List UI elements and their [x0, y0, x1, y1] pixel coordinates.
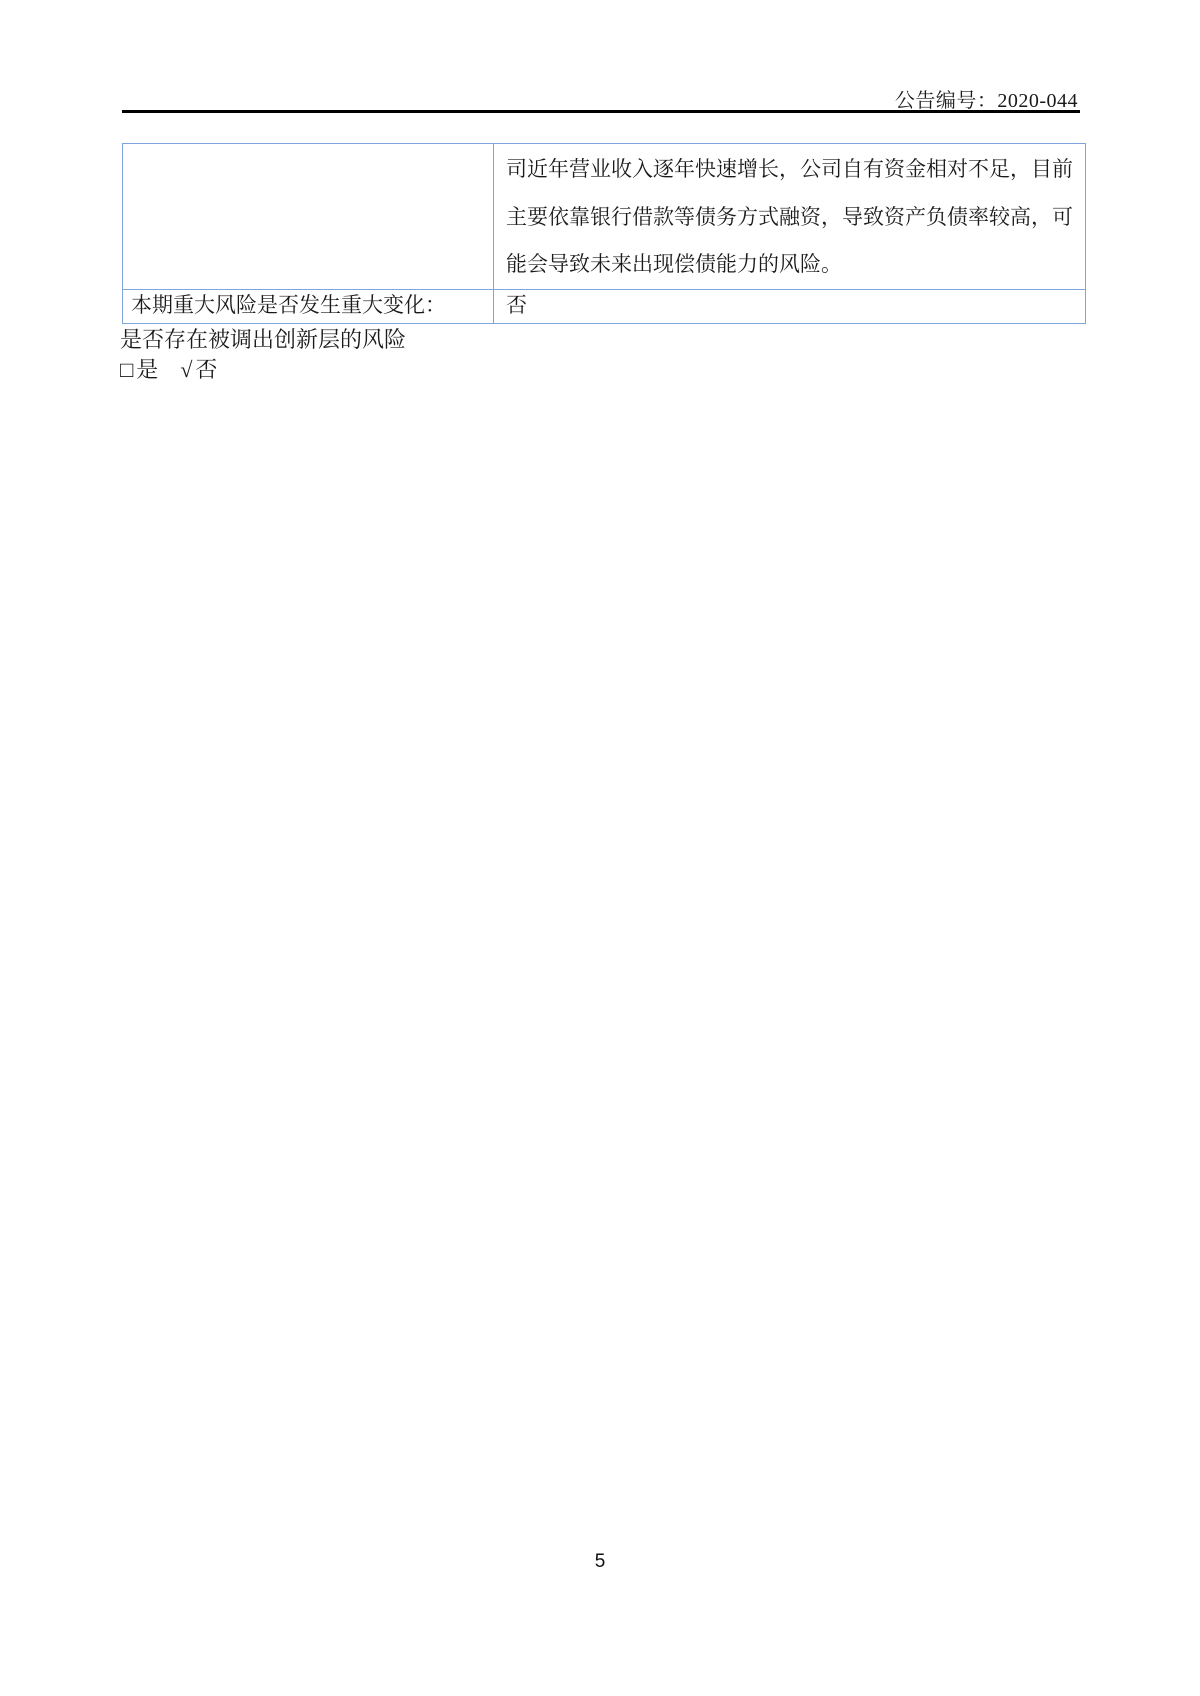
option-label-yes: 是: [136, 357, 159, 382]
table-row: [123, 289, 1086, 323]
risk-label-cell-empty: [123, 144, 494, 290]
risk-table: [122, 143, 1086, 324]
risk-description-line: 司近年营业收入逐年快速增长，公司自有资金相对不足，目前: [506, 157, 1073, 181]
checkmark-icon: √: [180, 357, 193, 382]
announcement-number: 公告编号：2020-044: [894, 90, 1078, 112]
risk-description-cell: [494, 144, 1086, 290]
checkbox-unchecked-icon: □: [120, 357, 134, 382]
risk-description-line: 能会导致未来出现偿债能力的风险。: [506, 252, 842, 276]
risk-description-line: 主要依靠银行借款等债务方式融资，导致资产负债率较高，可: [506, 204, 1073, 229]
table-row: [123, 144, 1086, 290]
major-risk-change-value: 否: [494, 289, 1086, 323]
option-yes: [120, 353, 158, 384]
option-no: [180, 353, 217, 384]
delisting-risk-question: 是否存在被调出创新层的风险: [120, 327, 407, 352]
major-risk-change-label: 本期重大风险是否发生重大变化：: [123, 289, 494, 323]
option-label-no: 否: [195, 357, 218, 382]
delisting-risk-options: [120, 353, 217, 384]
page-number: 5: [594, 1551, 606, 1572]
header-divider: [122, 110, 1080, 113]
